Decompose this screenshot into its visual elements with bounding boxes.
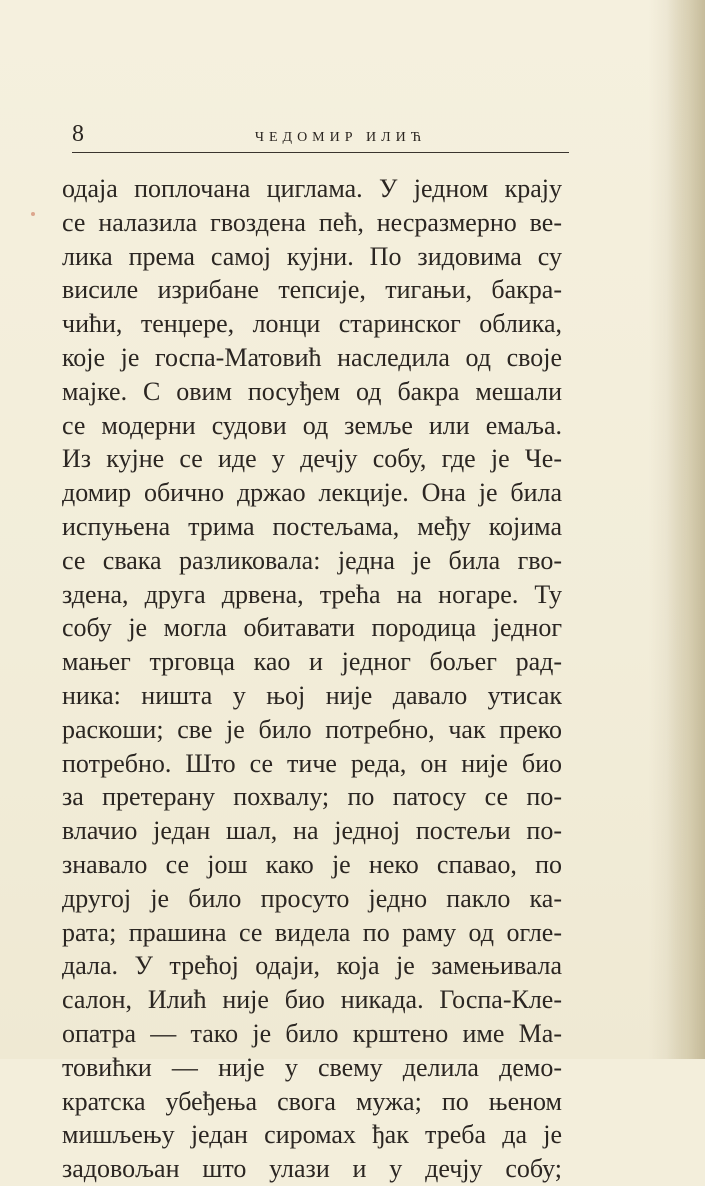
- text-line: знавало се још како је неко спавао, по: [62, 849, 562, 879]
- text-line: мишљењу један сиромах ђак треба да је: [62, 1120, 562, 1150]
- text-line: одаја поплочана циглама. У једном крају: [62, 174, 562, 203]
- text-line: лика према самој кујни. По зидовима су: [62, 241, 562, 271]
- text-line: које је госпа-Матовић наследила од своје: [62, 342, 562, 372]
- text-line: салон, Илић није био никада. Госпа-Кле-: [62, 985, 562, 1015]
- text-line: другој је било просуто једно пакло ка-: [62, 883, 562, 913]
- text-line: ника: ништа у њој није давало утисак: [62, 680, 562, 710]
- text-line: домир обично држао лекције. Она је била: [62, 478, 562, 508]
- text-line: задовољан што улази и у дечју собу;: [62, 1154, 562, 1184]
- text-line: чићи, тенџере, лонци старинског облика,: [62, 309, 562, 339]
- text-line: опатра — тако је било крштено име Ма-: [62, 1018, 562, 1048]
- page-header: [72, 118, 569, 153]
- text-line: дала. У трећој одаји, која је замењивала: [62, 951, 562, 981]
- text-line: мајке. С овим посуђем од бакра мешали: [62, 376, 562, 406]
- text-line: здена, друга дрвена, трећа на ногаре. Ту: [62, 579, 562, 609]
- ink-speck: [31, 212, 35, 216]
- text-line: влачио један шал, на једној постељи по-: [62, 816, 562, 846]
- text-line: кратска убеђења свога мужа; по њеном: [62, 1086, 562, 1116]
- running-head: ЧЕДОМИР ИЛИЋ: [254, 130, 427, 145]
- text-line: се модерни судови од земље или емаља.: [62, 410, 562, 440]
- text-line: испуњена трима постељама, међу којима: [62, 511, 562, 541]
- text-line: се налазила гвоздена пећ, несразмерно ве-: [62, 207, 562, 237]
- text-line: рата; прашина се видела по раму од огле-: [62, 917, 562, 947]
- text-line: мањег трговца као и једног бољег рад-: [62, 647, 562, 677]
- text-line: товићки — није у свему делила демо-: [62, 1052, 562, 1082]
- text-line: се свака разликовала: једна је била гво-: [62, 545, 562, 575]
- page-gutter-shadow: [667, 0, 705, 1059]
- text-line: потребно. Што се тиче реда, он није био: [62, 748, 562, 778]
- page-number: 8: [72, 121, 84, 147]
- text-line: раскоши; све је било потребно, чак преко: [62, 714, 562, 744]
- text-line: Из кујне се иде у дечју собу, где је Че-: [62, 444, 562, 474]
- text-line: висиле изрибане тепсије, тигањи, бакра-: [62, 275, 562, 305]
- text-line: за претерану похвалу; по патосу се по-: [62, 782, 562, 812]
- body-text: [62, 172, 562, 1186]
- text-line: собу је могла обитавати породица једног: [62, 613, 562, 643]
